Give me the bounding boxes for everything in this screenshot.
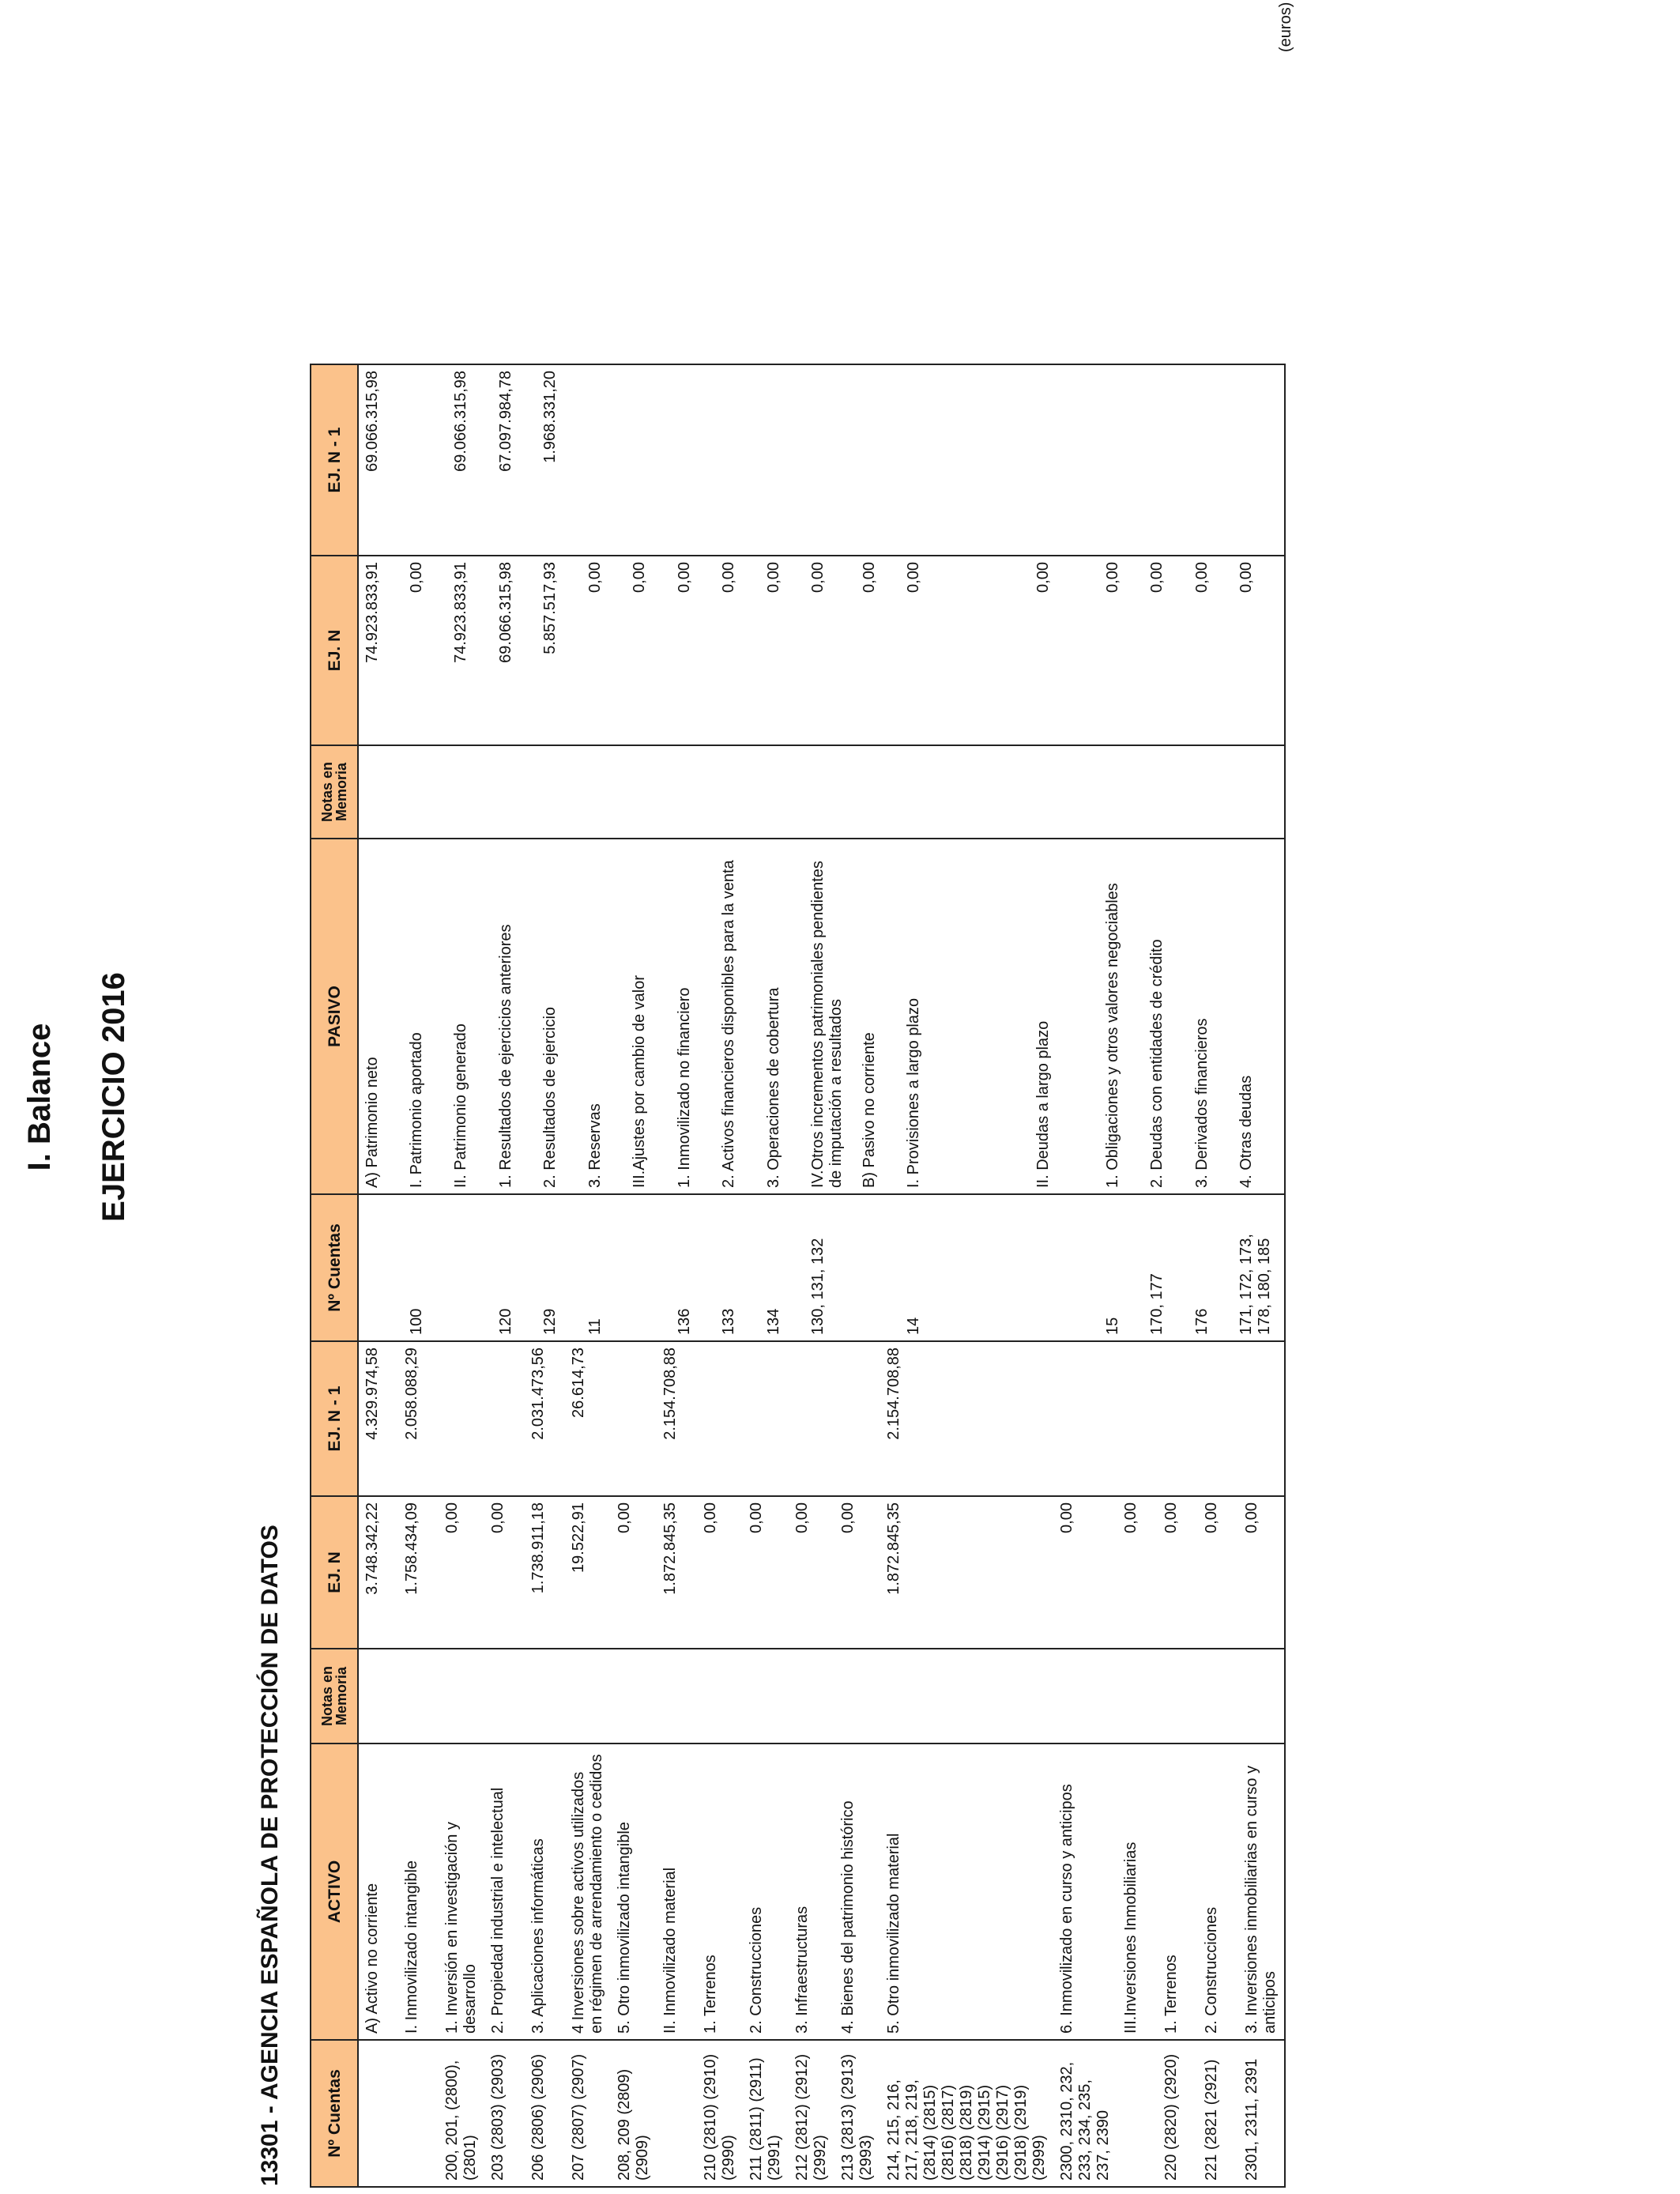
table-row <box>760 364 805 1341</box>
table-row <box>611 1341 657 2187</box>
ej-n-cell: 1.758.434,09 <box>398 1496 439 1649</box>
notas-cell <box>1198 1649 1238 1744</box>
ej-n1-cell: 4.329.974,58 <box>358 1341 398 1496</box>
table-row <box>492 364 537 1341</box>
document-title: I. Balance <box>22 1023 57 1171</box>
pasivo-header-concepto: PASIVO <box>311 839 358 1194</box>
ej-n-cell: 0,00 <box>626 556 671 745</box>
ej-n-cell: 0,00 <box>789 1496 834 1649</box>
concepto-cell: IV.Otros incrementos patrimoniales pendientes de imputación a resultados <box>804 839 855 1194</box>
ej-n1-cell <box>1053 1341 1117 1496</box>
ej-n-cell: 0,00 <box>1198 1496 1238 1649</box>
concepto-cell: I. Provisiones a largo plazo <box>900 839 1030 1194</box>
cuentas-cell: 136 <box>671 1194 716 1341</box>
cuentas-cell: 220 (2820) (2920) <box>1158 2040 1198 2187</box>
concepto-cell: 5. Otro inmovilizado material <box>880 1744 1053 2040</box>
notas-cell <box>1117 1649 1158 1744</box>
cuentas-cell <box>657 2040 697 2187</box>
ej-n1-cell <box>1143 364 1188 556</box>
notas-cell <box>1143 745 1188 839</box>
ej-n-cell: 0,00 <box>1158 1496 1198 1649</box>
ej-n-cell: 0,00 <box>1233 556 1285 745</box>
ej-n-cell: 74.923.833,91 <box>447 556 492 745</box>
notas-cell <box>398 1649 439 1744</box>
notas-cell <box>492 745 537 839</box>
ej-n1-cell <box>1117 1341 1158 1496</box>
cuentas-cell: 207 (2807) (2907) <box>565 2040 611 2187</box>
ej-n1-cell <box>1099 364 1144 556</box>
ej-n-cell: 0,00 <box>1030 556 1099 745</box>
concepto-cell: 3. Aplicaciones informáticas <box>525 1744 565 2040</box>
ej-n-cell: 0,00 <box>1188 556 1234 745</box>
notas-cell <box>358 745 403 839</box>
ej-n1-cell <box>582 364 627 556</box>
table-row <box>789 1341 834 2187</box>
table-row <box>1158 1341 1198 2187</box>
cuentas-cell: 15 <box>1099 1194 1144 1341</box>
cuentas-cell: 2301, 2311, 2391 <box>1238 2040 1285 2187</box>
table-row <box>447 364 492 1341</box>
notas-cell <box>1188 745 1234 839</box>
cuentas-cell: 120 <box>492 1194 537 1341</box>
ej-n1-cell <box>671 364 716 556</box>
concepto-cell: 1. Inversión en investigación y desarrollo <box>439 1744 484 2040</box>
ej-n1-cell <box>760 364 805 556</box>
ej-n1-cell: 26.614,73 <box>565 1341 611 1496</box>
cuentas-cell: 212 (2812) (2912) (2992) <box>789 2040 834 2187</box>
notas-cell <box>1238 1649 1285 1744</box>
cuentas-cell: 200, 201, (2800), (2801) <box>439 2040 484 2187</box>
concepto-cell: II. Inmovilizado material <box>657 1744 697 2040</box>
concepto-cell: 3. Infraestructuras <box>789 1744 834 2040</box>
cuentas-cell <box>447 1194 492 1341</box>
table-row <box>1143 364 1188 1341</box>
notas-cell <box>484 1649 525 1744</box>
ej-n-cell: 69.066.315,98 <box>492 556 537 745</box>
concepto-cell: 3. Inversiones inmobiliarias en curso y anticipos <box>1238 1744 1285 2040</box>
cuentas-cell <box>1030 1194 1099 1341</box>
notas-cell <box>715 745 760 839</box>
ej-n1-cell <box>1188 364 1234 556</box>
table-row <box>537 364 582 1341</box>
pasivo-table <box>310 364 1286 1342</box>
ej-n-cell: 0,00 <box>834 1496 880 1649</box>
ej-n1-cell <box>1233 364 1285 556</box>
concepto-cell: 4 Inversiones sobre activos utilizados en régimen de arrendamiento o cedidos <box>565 1744 611 2040</box>
cuentas-cell: 211 (2811) (2911) (2991) <box>743 2040 789 2187</box>
ej-n1-cell: 2.154.708,88 <box>657 1341 697 1496</box>
table-row <box>565 1341 611 2187</box>
ej-n1-cell: 2.154.708,88 <box>880 1341 1053 1496</box>
cuentas-cell <box>358 2040 398 2187</box>
ej-n-cell: 0,00 <box>582 556 627 745</box>
notas-cell <box>611 1649 657 1744</box>
activo-header-ej-n1: EJ. N - 1 <box>311 1341 358 1496</box>
cuentas-cell: 133 <box>715 1194 760 1341</box>
notas-cell <box>856 745 901 839</box>
notas-cell <box>657 1649 697 1744</box>
notas-cell <box>1053 1649 1117 1744</box>
concepto-cell: 1. Obligaciones y otros valores negociables <box>1099 839 1144 1194</box>
concepto-cell: 2. Resultados de ejercicio <box>537 839 582 1194</box>
ej-n-cell: 0,00 <box>1238 1496 1285 1649</box>
pasivo-header-notas: Notas en Memoria <box>311 745 358 839</box>
notas-cell <box>403 745 448 839</box>
notas-cell <box>1099 745 1144 839</box>
ej-n1-cell <box>715 364 760 556</box>
ej-n-cell: 0,00 <box>1053 1496 1117 1649</box>
notas-cell <box>743 1649 789 1744</box>
ej-n1-cell <box>789 1341 834 1496</box>
cuentas-cell: 129 <box>537 1194 582 1341</box>
ej-n-cell: 0,00 <box>743 1496 789 1649</box>
ej-n1-cell <box>1030 364 1099 556</box>
concepto-cell: 3. Operaciones de cobertura <box>760 839 805 1194</box>
ej-n1-cell <box>697 1341 743 1496</box>
notas-cell <box>537 745 582 839</box>
ej-n1-cell <box>804 364 855 556</box>
notas-cell <box>358 1649 398 1744</box>
concepto-cell: 3. Reservas <box>582 839 627 1194</box>
ej-n1-cell <box>1198 1341 1238 1496</box>
cuentas-cell: 2300, 2310, 232, 233, 234, 235, 237, 2390 <box>1053 2040 1117 2187</box>
concepto-cell: 2. Construcciones <box>743 1744 789 2040</box>
notas-cell <box>582 745 627 839</box>
table-row <box>403 364 448 1341</box>
table-row <box>439 1341 484 2187</box>
table-row <box>697 1341 743 2187</box>
ej-n-cell: 0,00 <box>856 556 901 745</box>
table-row <box>484 1341 525 2187</box>
notas-cell <box>1158 1649 1198 1744</box>
table-row <box>358 1341 398 2187</box>
table-row <box>804 364 855 1341</box>
cuentas-cell: 14 <box>900 1194 1030 1341</box>
notas-cell <box>760 745 805 839</box>
ej-n1-cell <box>1238 1341 1285 1496</box>
table-row <box>1238 1341 1285 2187</box>
cuentas-cell: 210 (2810) (2910) (2990) <box>697 2040 743 2187</box>
notas-cell <box>834 1649 880 1744</box>
ej-n-cell: 1.738.911,18 <box>525 1496 565 1649</box>
concepto-cell: I. Inmovilizado intangible <box>398 1744 439 2040</box>
concepto-cell: 2. Construcciones <box>1198 1744 1238 2040</box>
ej-n1-cell <box>484 1341 525 1496</box>
ej-n-cell: 0,00 <box>804 556 855 745</box>
pasivo-header-row <box>311 364 358 1341</box>
concepto-cell: 6. Inmovilizado en curso y anticipos <box>1053 1744 1117 2040</box>
activo-header-concepto: ACTIVO <box>311 1744 358 2040</box>
ej-n-cell: 0,00 <box>760 556 805 745</box>
concepto-cell: 1. Terrenos <box>1158 1744 1198 2040</box>
cuentas-cell: 221 (2821 (2921) <box>1198 2040 1238 2187</box>
ej-n-cell: 0,00 <box>697 1496 743 1649</box>
agency-name: 13301 - AGENCIA ESPAÑOLA DE PROTECCIÓN DE DATOS <box>257 1525 283 2186</box>
table-row <box>671 364 716 1341</box>
balance-tables <box>310 364 1286 2188</box>
cuentas-cell <box>358 1194 403 1341</box>
table-row <box>1053 1341 1117 2187</box>
concepto-cell: III.Inversiones Inmobiliarias <box>1117 1744 1158 2040</box>
concepto-cell: 3. Derivados financieros <box>1188 839 1234 1194</box>
ej-n1-cell <box>1158 1341 1198 1496</box>
notas-cell <box>1030 745 1099 839</box>
cuentas-cell: 208, 209 (2809) (2909) <box>611 2040 657 2187</box>
cuentas-cell <box>626 1194 671 1341</box>
ej-n-cell: 5.857.517,93 <box>537 556 582 745</box>
cuentas-cell <box>1117 2040 1158 2187</box>
cuentas-cell: 213 (2813) (2913) (2993) <box>834 2040 880 2187</box>
table-row <box>626 364 671 1341</box>
notas-cell <box>900 745 1030 839</box>
ej-n-cell: 1.872.845,35 <box>880 1496 1053 1649</box>
table-row <box>1117 1341 1158 2187</box>
activo-header-cuentas: Nº Cuentas <box>311 2040 358 2187</box>
ej-n1-cell <box>611 1341 657 1496</box>
cuentas-cell: 206 (2806) (2906) <box>525 2040 565 2187</box>
units-label: (euros) <box>1277 2 1294 52</box>
ej-n1-cell <box>743 1341 789 1496</box>
concepto-cell: 1. Terrenos <box>697 1744 743 2040</box>
activo-header-ej-n: EJ. N <box>311 1496 358 1649</box>
cuentas-cell: 176 <box>1188 1194 1234 1341</box>
concepto-cell: 2. Deudas con entidades de crédito <box>1143 839 1188 1194</box>
table-row <box>1188 364 1234 1341</box>
ej-n-cell: 0,00 <box>403 556 448 745</box>
cuentas-cell: 130, 131, 132 <box>804 1194 855 1341</box>
ej-n-cell: 0,00 <box>439 1496 484 1649</box>
concepto-cell: 4. Bienes del patrimonio histórico <box>834 1744 880 2040</box>
cuentas-cell: 170, 177 <box>1143 1194 1188 1341</box>
notas-cell <box>447 745 492 839</box>
table-row <box>398 1341 439 2187</box>
ej-n1-cell: 69.066.315,98 <box>358 364 403 556</box>
table-row <box>1198 1341 1238 2187</box>
cuentas-cell: 11 <box>582 1194 627 1341</box>
cuentas-cell: 214, 215, 216, 217, 218, 219, (2814) (2815) (2816) (2817) (2818) (2819) (2914) (2915) (2916) (2917) (2918) (2919) (2999) <box>880 2040 1053 2187</box>
pasivo-header-ej-n: EJ. N <box>311 556 358 745</box>
notas-cell <box>525 1649 565 1744</box>
concepto-cell: 1. Resultados de ejercicios anteriores <box>492 839 537 1194</box>
cuentas-cell: 203 (2803) (2903) <box>484 2040 525 2187</box>
ej-n1-cell: 69.066.315,98 <box>447 364 492 556</box>
concepto-cell: A) Activo no corriente <box>358 1744 398 2040</box>
ej-n-cell: 74.923.833,91 <box>358 556 403 745</box>
ej-n1-cell <box>834 1341 880 1496</box>
concepto-cell: III.Ajustes por cambio de valor <box>626 839 671 1194</box>
notas-cell <box>671 745 716 839</box>
table-row <box>834 1341 880 2187</box>
table-row <box>743 1341 789 2187</box>
cuentas-cell <box>398 2040 439 2187</box>
table-row <box>880 1341 1053 2187</box>
ej-n1-cell <box>900 364 1030 556</box>
ej-n1-cell: 2.058.088,29 <box>398 1341 439 1496</box>
ej-n1-cell: 67.097.984,78 <box>492 364 537 556</box>
concepto-cell: II. Deudas a largo plazo <box>1030 839 1099 1194</box>
table-row <box>358 364 403 1341</box>
table-row <box>900 364 1030 1341</box>
ej-n-cell: 0,00 <box>484 1496 525 1649</box>
concepto-cell: 2. Activos financieros disponibles para la venta <box>715 839 760 1194</box>
ej-n1-cell: 1.968.331,20 <box>537 364 582 556</box>
activo-header-row <box>311 1341 358 2187</box>
ej-n1-cell <box>403 364 448 556</box>
concepto-cell: 4. Otras deudas <box>1233 839 1285 1194</box>
ej-n-cell: 19.522,91 <box>565 1496 611 1649</box>
ej-n-cell: 0,00 <box>1143 556 1188 745</box>
concepto-cell: II. Patrimonio generado <box>447 839 492 1194</box>
cuentas-cell: 171, 172, 173, 178, 180, 185 <box>1233 1194 1285 1341</box>
table-row <box>1233 364 1285 1341</box>
notas-cell <box>565 1649 611 1744</box>
cuentas-cell <box>856 1194 901 1341</box>
ej-n-cell: 0,00 <box>1117 1496 1158 1649</box>
table-row <box>856 364 901 1341</box>
ej-n-cell: 0,00 <box>671 556 716 745</box>
notas-cell <box>697 1649 743 1744</box>
ej-n1-cell <box>856 364 901 556</box>
notas-cell <box>789 1649 834 1744</box>
pasivo-header-ej-n1: EJ. N - 1 <box>311 364 358 556</box>
notas-cell <box>439 1649 484 1744</box>
ej-n-cell: 0,00 <box>1099 556 1144 745</box>
ej-n1-cell: 2.031.473,56 <box>525 1341 565 1496</box>
table-row <box>715 364 760 1341</box>
concepto-cell: 1. Inmovilizado no financiero <box>671 839 716 1194</box>
activo-header-notas: Notas en Memoria <box>311 1649 358 1744</box>
table-row <box>1030 364 1099 1341</box>
table-row <box>657 1341 697 2187</box>
pasivo-header-cuentas: Nº Cuentas <box>311 1194 358 1341</box>
cuentas-cell: 134 <box>760 1194 805 1341</box>
ej-n1-cell <box>626 364 671 556</box>
notas-cell <box>1233 745 1285 839</box>
notas-cell <box>626 745 671 839</box>
table-row <box>525 1341 565 2187</box>
ej-n1-cell <box>439 1341 484 1496</box>
concepto-cell: 2. Propiedad industrial e intelectual <box>484 1744 525 2040</box>
ej-n-cell: 3.748.342,22 <box>358 1496 398 1649</box>
table-row <box>582 364 627 1341</box>
notas-cell <box>880 1649 1053 1744</box>
ej-n-cell: 0,00 <box>715 556 760 745</box>
ej-n-cell: 0,00 <box>900 556 1030 745</box>
concepto-cell: B) Pasivo no corriente <box>856 839 901 1194</box>
cuentas-cell: 100 <box>403 1194 448 1341</box>
concepto-cell: I. Patrimonio aportado <box>403 839 448 1194</box>
concepto-cell: A) Patrimonio neto <box>358 839 403 1194</box>
activo-table <box>310 1340 1286 2188</box>
table-row <box>1099 364 1144 1341</box>
notas-cell <box>804 745 855 839</box>
document-subtitle: EJERCICIO 2016 <box>96 972 131 1222</box>
ej-n-cell: 1.872.845,35 <box>657 1496 697 1649</box>
concepto-cell: 5. Otro inmovilizado intangible <box>611 1744 657 2040</box>
ej-n-cell: 0,00 <box>611 1496 657 1649</box>
